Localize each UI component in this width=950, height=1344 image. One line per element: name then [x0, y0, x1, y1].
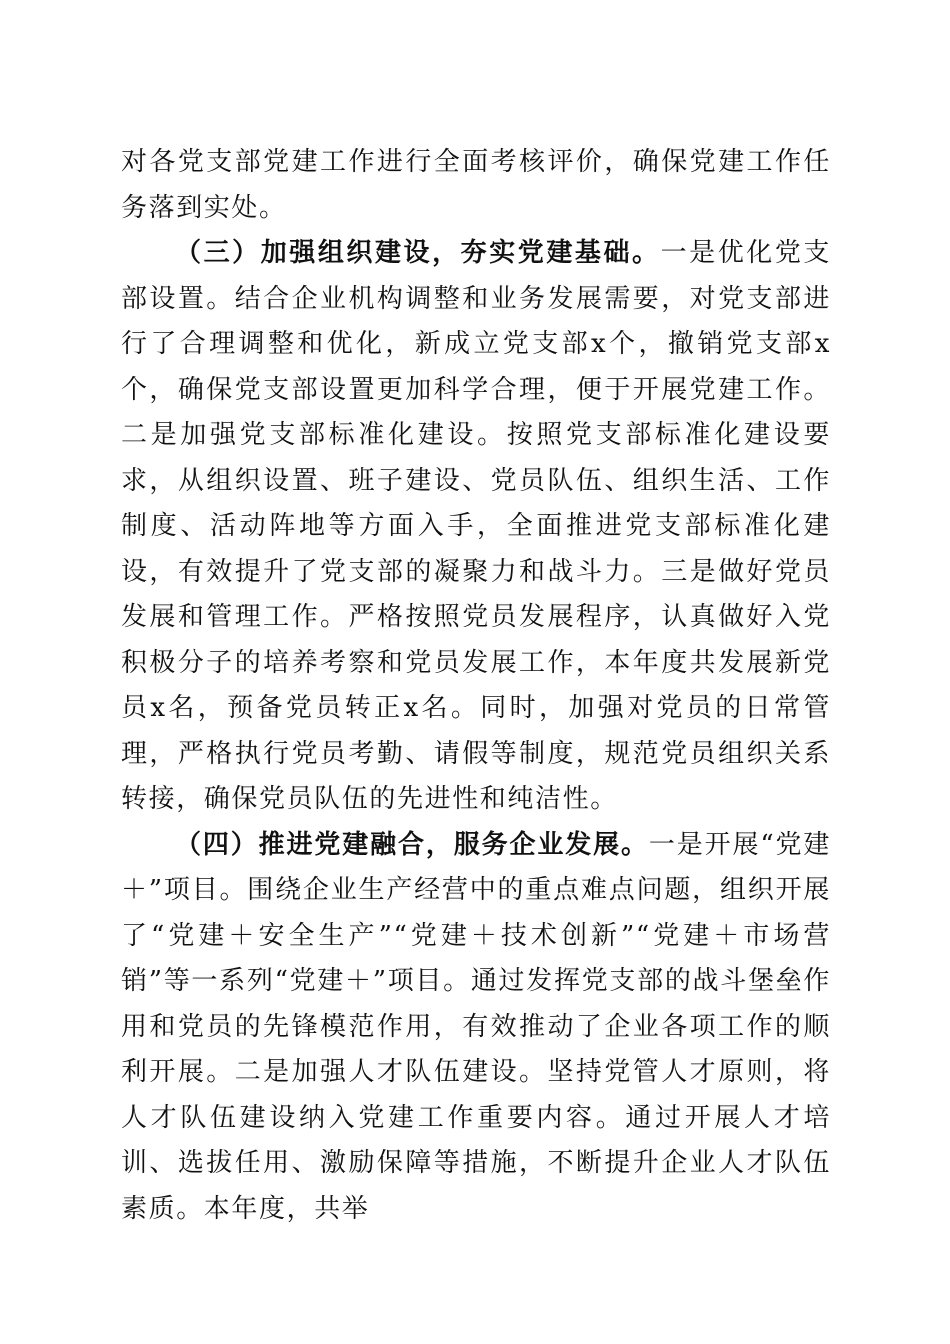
- paragraph-heading: （四）推进党建融合，服务企业发展。: [175, 829, 649, 860]
- paragraph-continuation: [121, 140, 831, 231]
- paragraph-party-integration: [121, 823, 831, 1233]
- paragraph-organization-building: [121, 231, 831, 823]
- paragraph-body: 一是优化党支部设置。结合企业机构调整和业务发展需要，对党支部进行了合理调整和优化，新成立党支部x个，撤销党支部x个，确保党支部设置更加科学合理，便于开展党建工作。二是加强党支部标准化建设。按照党支部标准化建设要求，从组织设置、班子建设、党员队伍、组织生活、工作制度、活动阵地等方面入手，全面推进党支部标准化建设，有效提升了党支部的凝聚力和战斗力。三是做好党员发展和管理工作。严格按照党员发展程序，认真做好入党积极分子的培养考察和党员发展工作，本年度共发展新党员x名，预备党员转正x名。同时，加强对党员的日常管理，严格执行党员考勤、请假等制度，规范党员组织关系转接，确保党员队伍的先进性和纯洁性。: [121, 238, 831, 814]
- document-body: [121, 140, 831, 1232]
- paragraph-body: 对各党支部党建工作进行全面考核评价，确保党建工作任务落到实处。: [121, 147, 831, 223]
- paragraph-heading: （三）加强组织建设，夯实党建基础。: [175, 238, 661, 268]
- paragraph-body: 一是开展“党建＋”项目。围绕企业生产经营中的重点难点问题，组织开展了“党建＋安全生产”“党建＋技术创新”“党建＋市场营销”等一系列“党建＋”项目。通过发挥党支部的战斗堡垒作用和党员的先锋模范作用，有效推动了企业各项工作的顺利开展。二是加强人才队伍建设。坚持党管人才原则，将人才队伍建设纳入党建工作重要内容。通过开展人才培训、选拔任用、激励保障等措施，不断提升企业人才队伍素质。本年度，共举: [121, 829, 831, 1224]
